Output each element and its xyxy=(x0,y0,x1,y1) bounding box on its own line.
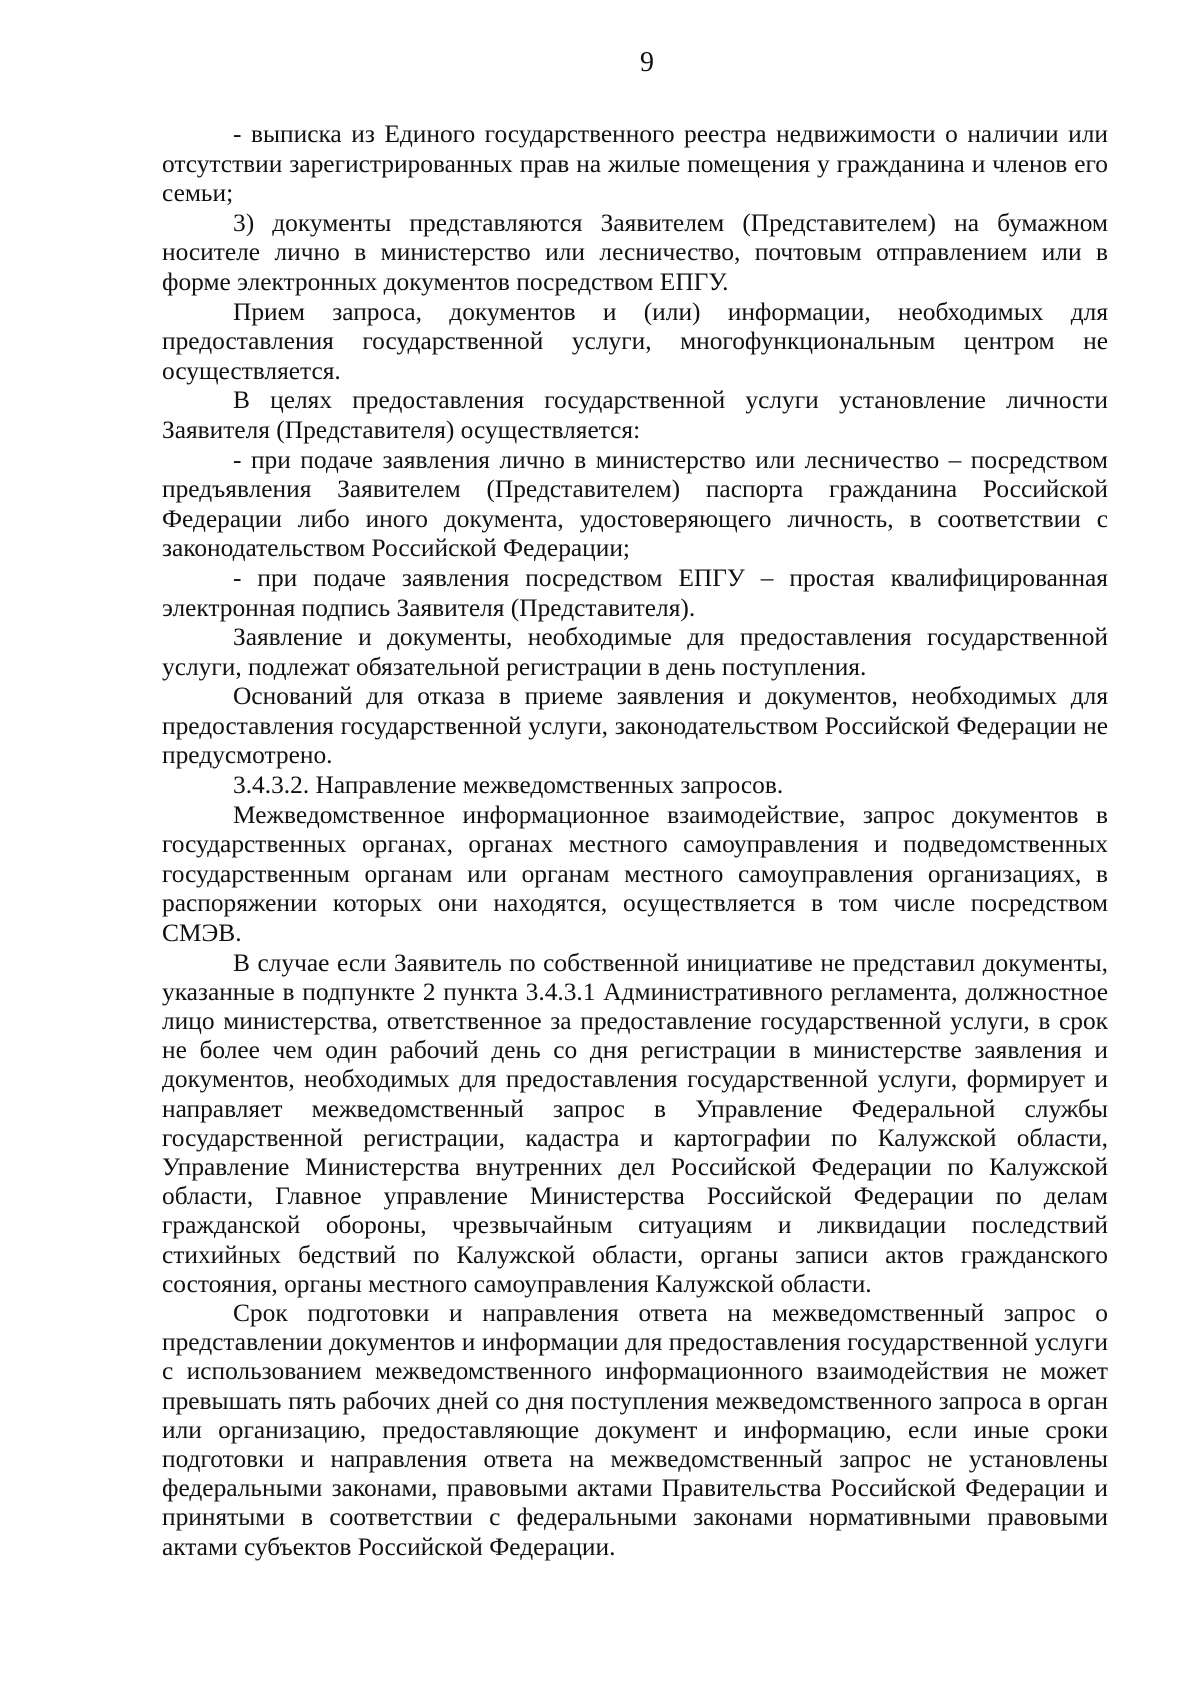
paragraph-egrn-extract: - выписка из Единого государственного реестра недвижимости о наличии или отсутствии зарегистрированных прав на жилые помещения у гражданина и членов его семьи; xyxy=(162,120,1108,208)
paragraph-mfc-not-accepting: Прием запроса, документов и (или) информации, необходимых для предоставления государственной услуги, многофункциональным центром не осуществляется. xyxy=(162,297,1108,385)
paragraph-mandatory-registration: Заявление и документы, необходимые для предоставления государственной услуги, подлежат обязательной регистрации в день поступления. xyxy=(162,623,1108,681)
paragraph-interagency-interaction: Межведомственное информационное взаимодействие, запрос документов в государственных органах, органах местного самоуправления и подведомственных государственным органам или органам местного самоуправления организациях, в распоряжении которых они находятся, осуществляется в том числе посредством СМЭВ. xyxy=(162,800,1108,948)
paragraph-submission-methods: 3) документы представляются Заявителем (Представителем) на бумажном носителе лично в министерство или лесничество, почтовым отправлением или в форме электронных документов посредством ЕПГУ. xyxy=(162,208,1108,296)
paragraph-no-refusal-grounds: Оснований для отказа в приеме заявления и документов, необходимых для предоставления государственной услуги, законодательством Российской Федерации не предусмотрено. xyxy=(162,682,1108,770)
paragraph-response-deadline: Срок подготовки и направления ответа на межведомственный запрос о представлении документов и информации для предоставления государственной услуги с использованием межведомственного информационного взаимодействия не может превышать пять рабочих дней со дня поступления межведомственного запроса в орган или организацию, предоставляющие документ и информацию, если иные сроки подготовки и направления ответа на межведомственный запрос не установлены федеральными законами, правовыми актами Правительства Российской Федерации и принятыми в соответствии с федеральными законами нормативными правовыми актами субъектов Российской Федерации. xyxy=(162,1299,1108,1561)
paragraph-epgu-signature: - при подаче заявления посредством ЕПГУ – простая квалифицированная электронная подпись Заявителя (Представителя). xyxy=(162,563,1108,622)
paragraph-identity-verification: В целях предоставления государственной услуги установление личности Заявителя (Представителя) осуществляется: xyxy=(162,386,1108,444)
section-heading-3-4-3-2: 3.4.3.2. Направление межведомственных запросов. xyxy=(233,771,784,800)
page-number: 9 xyxy=(640,47,654,78)
paragraph-interagency-request: В случае если Заявитель по собственной инициативе не представил документы, указанные в подпункте 2 пункта 3.4.3.1 Административного регламента, должностное лицо министерства, ответственное за предоставление государственной услуги, в срок не более чем один рабочий день со дня регистрации в министерстве заявления и документов, необходимых для предоставления государственной услуги, формирует и направляет межведомственный запрос в Управление Федеральной службы государственной регистрации, кадастра и картографии по Калужской области, Управление Министерства внутренних дел Российской Федерации по Калужской области, Главное управление Министерства Российской Федерации по делам гражданской обороны, чрезвычайным ситуациям и ликвидации последствий стихийных бедствий по Калужской области, органы записи актов гражданского состояния, органы местного самоуправления Калужской области. xyxy=(162,948,1108,1298)
paragraph-in-person-passport: - при подаче заявления лично в министерство или лесничество – посредством предъявления Заявителем (Представителем) паспорта гражданина Российской Федерации либо иного документа, удостоверяющего личность, в соответствии с законодательством Российской Федерации; xyxy=(162,445,1108,563)
